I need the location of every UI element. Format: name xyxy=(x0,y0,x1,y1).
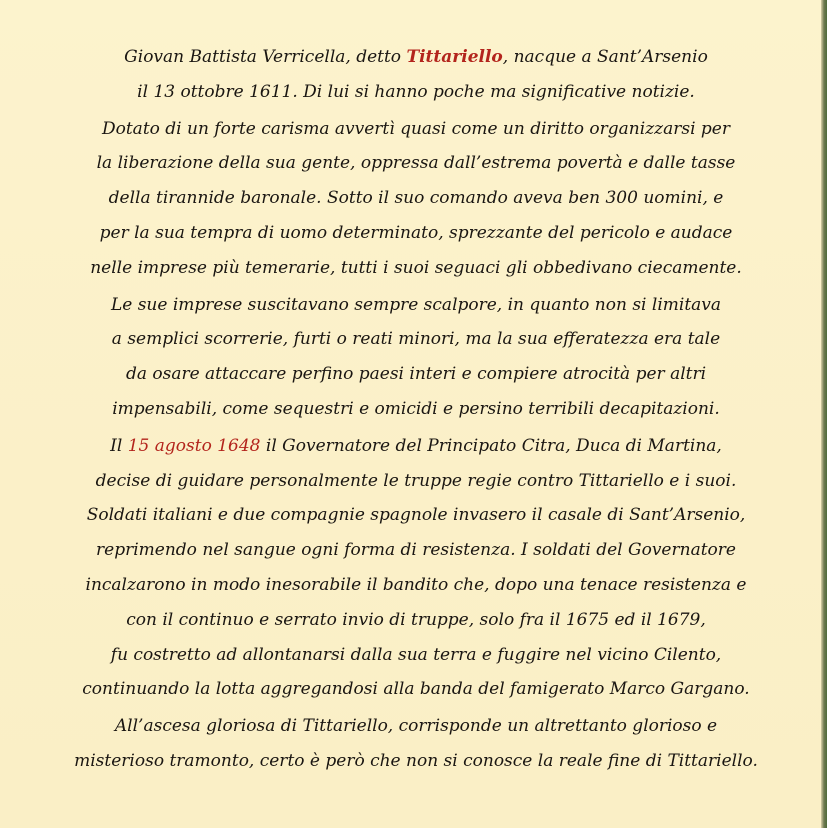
page-edge xyxy=(821,0,827,828)
date-highlight: 15 agosto 1648 xyxy=(127,435,261,456)
text-segment: , nacque a Sant’Arsenio xyxy=(502,47,708,67)
text-line: Dotato di un forte carisma avvertì quasi come un diritto organizzarsi per xyxy=(101,118,730,139)
text-line: Soldati italiani e due compagnie spagnole invasero il casale di Sant’Arsenio, xyxy=(86,505,746,526)
text-line: con il continuo e serrato invio di truppe, solo fra il 1675 ed il 1679, xyxy=(126,609,706,630)
text-line: la liberazione della sua gente, oppressa dall’estrema povertà e dalle tasse xyxy=(96,153,736,174)
paragraph-charisma xyxy=(34,112,798,286)
text-line: All’ascesa gloriosa di Tittariello, corrisponde un altrettanto glorioso e xyxy=(114,716,718,737)
paragraph-deeds xyxy=(34,288,798,427)
text-line: reprimendo nel sangue ogni forma di resistenza. I soldati del Governatore xyxy=(96,540,736,561)
text-line: nelle imprese più temerarie, tutti i suoi seguaci gli obbedivano ciecamente. xyxy=(90,257,742,278)
text-line: impensabili, come sequestri e omicidi e persino terribili decapitazioni. xyxy=(112,398,720,419)
paragraph-ending xyxy=(34,709,798,779)
name-highlight: Tittariello xyxy=(406,47,503,67)
text-line: per la sua tempra di uomo determinato, sprezzante del pericolo e audace xyxy=(99,222,733,243)
text-line: a semplici scorrerie, furti o reati minori, ma la sua efferatezza era tale xyxy=(111,329,721,350)
text-line xyxy=(34,40,798,75)
text-line: continuando la lotta aggregandosi alla banda del famigerato Marco Gargano. xyxy=(82,679,750,700)
text-line: misterioso tramonto, certo è però che non si conosce la reale fine di Tittariello. xyxy=(74,750,758,771)
paragraph-birth xyxy=(34,40,798,110)
text-line: della tirannide baronale. Sotto il suo comando aveva ben 300 uomini, e xyxy=(108,188,724,209)
text-line: decise di guidare personalmente le truppe regie contro Tittariello e i suoi. xyxy=(95,470,737,491)
text-line: da osare attaccare perfino paesi interi e compiere atrocità per altri xyxy=(125,364,707,385)
text-line: il 13 ottobre 1611. Di lui si hanno poche ma significative notizie. xyxy=(137,81,695,102)
text-body xyxy=(34,40,798,781)
text-segment: Giovan Battista Verricella, detto xyxy=(124,47,407,67)
paragraph-governor xyxy=(34,429,798,707)
text-segment: Il xyxy=(110,435,128,456)
text-line: fu costretto ad allontanarsi dalla sua terra e fuggire nel vicino Cilento, xyxy=(110,644,722,665)
text-line: Le sue imprese suscitavano sempre scalpore, in quanto non si limitava xyxy=(110,294,722,315)
text-segment: il Governatore del Principato Citra, Duca di Martina, xyxy=(260,435,722,456)
text-line: incalzarono in modo inesorabile il bandito che, dopo una tenace resistenza e xyxy=(85,574,747,595)
text-line xyxy=(34,429,798,464)
